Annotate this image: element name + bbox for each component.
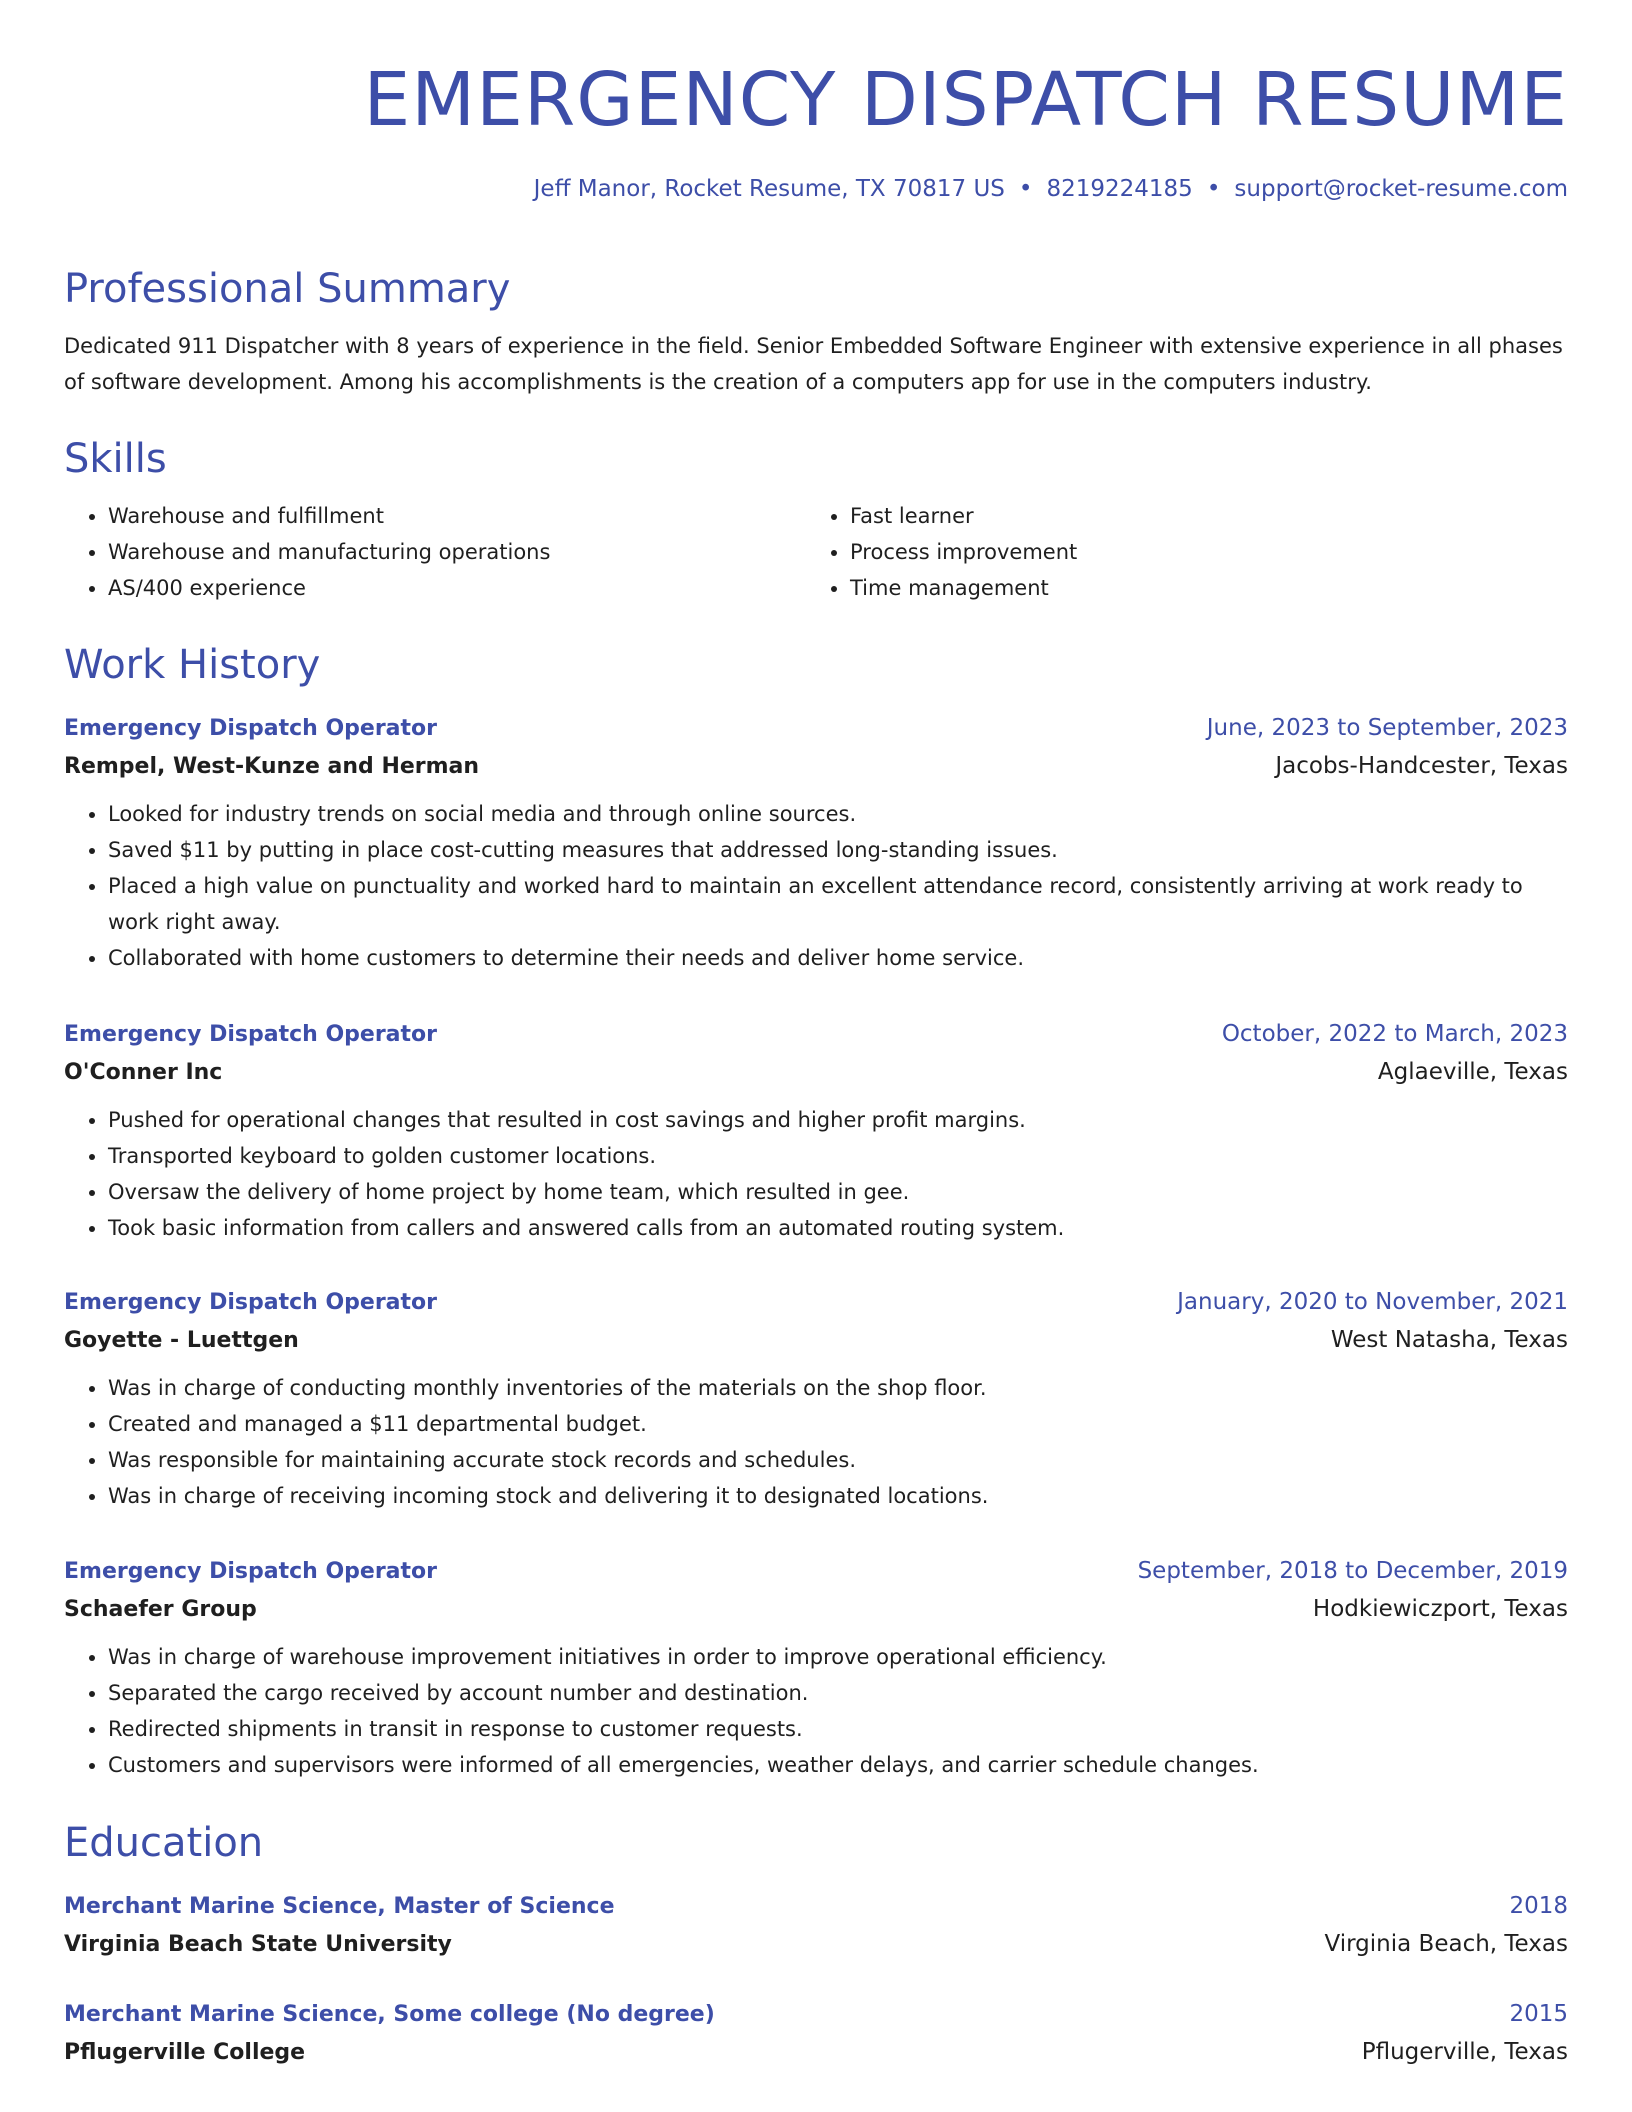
job-location: West Natasha, Texas xyxy=(1330,1327,1568,1353)
job-bullet: • Collaborated with home customers to determine their needs and deliver home service. xyxy=(108,940,1568,976)
job-role: Emergency Dispatch Operator xyxy=(64,716,438,741)
job-bullets xyxy=(64,1370,1568,1514)
education-entry xyxy=(64,1888,1568,1964)
skills-heading: Skills xyxy=(64,436,167,482)
contact-phone: 8219224185 xyxy=(1046,176,1193,202)
job-bullet: • Took basic information from callers and answered calls from an automated routing system. xyxy=(108,1210,1568,1246)
job-dates: October, 2022 to March, 2023 xyxy=(1221,1021,1568,1047)
contact-email: support@rocket-resume.com xyxy=(1234,176,1568,202)
job-bullets xyxy=(64,1639,1568,1783)
education-section xyxy=(64,1818,1568,2065)
education-year: 2018 xyxy=(1509,1893,1568,1919)
job-bullet: • Was in charge of receiving incoming stock and delivering it to designated locations. xyxy=(108,1478,1568,1514)
education-year: 2015 xyxy=(1509,2001,1568,2027)
skill-item: • Warehouse and manufacturing operations xyxy=(108,534,806,570)
job-entry xyxy=(64,710,1568,976)
job-bullet: • Pushed for operational changes that resulted in cost savings and higher profit margins. xyxy=(108,1102,1568,1138)
job-bullet: • Created and managed a $11 departmental budget. xyxy=(108,1406,1568,1442)
job-bullet: • Was responsible for maintaining accurate stock records and schedules. xyxy=(108,1442,1568,1478)
job-dates: January, 2020 to November, 2021 xyxy=(1177,1289,1568,1315)
education-entry xyxy=(64,1996,1568,2072)
job-dates: June, 2023 to September, 2023 xyxy=(1206,715,1568,741)
job-bullet: • Was in charge of warehouse improvement initiatives in order to improve operational efficiency. xyxy=(108,1639,1568,1675)
job-bullet: • Redirected shipments in transit in response to customer requests. xyxy=(108,1711,1568,1747)
skills-column-left xyxy=(64,498,806,606)
job-entry xyxy=(64,1284,1568,1514)
job-bullets xyxy=(64,796,1568,976)
job-location: Jacobs-Handcester, Texas xyxy=(1275,753,1568,779)
job-dates: September, 2018 to December, 2019 xyxy=(1137,1558,1568,1584)
education-degree: Merchant Marine Science, Master of Science xyxy=(64,1894,615,1919)
job-location: Aglaeville, Texas xyxy=(1377,1059,1568,1085)
resume-title: EMERGENCY DISPATCH RESUME xyxy=(363,57,1568,143)
job-bullet: • Looked for industry trends on social media and through online sources. xyxy=(108,796,1568,832)
education-school: Pflugerville College xyxy=(64,2040,306,2065)
job-employer: Rempel, West-Kunze and Herman xyxy=(64,754,480,779)
job-bullet: • Was in charge of conducting monthly inventories of the materials on the shop floor. xyxy=(108,1370,1568,1406)
contact-separator: • xyxy=(1018,176,1033,202)
skill-item: • Process improvement xyxy=(850,534,1548,570)
work-history-heading: Work History xyxy=(64,642,321,688)
skills-section xyxy=(64,434,1568,606)
job-employer: Goyette - Luettgen xyxy=(64,1328,299,1353)
job-bullet: • Separated the cargo received by account number and destination. xyxy=(108,1675,1568,1711)
contact-separator: • xyxy=(1206,176,1221,202)
education-location: Virginia Beach, Texas xyxy=(1324,1931,1568,1957)
skills-column-right xyxy=(806,498,1548,606)
skills-columns xyxy=(64,498,1568,606)
job-bullet: • Customers and supervisors were informed of all emergencies, weather delays, and carrier schedule changes. xyxy=(108,1747,1568,1783)
job-bullets xyxy=(64,1102,1568,1246)
contact-line xyxy=(64,174,1568,204)
job-role: Emergency Dispatch Operator xyxy=(64,1559,438,1584)
skill-item: • Warehouse and fulfillment xyxy=(108,498,806,534)
skill-item: • AS/400 experience xyxy=(108,570,806,606)
job-employer: O'Conner Inc xyxy=(64,1060,223,1085)
summary-heading: Professional Summary xyxy=(64,266,511,312)
job-role: Emergency Dispatch Operator xyxy=(64,1290,438,1315)
job-location: Hodkiewiczport, Texas xyxy=(1312,1596,1568,1622)
job-role: Emergency Dispatch Operator xyxy=(64,1022,438,1047)
skill-item: • Time management xyxy=(850,570,1548,606)
education-heading: Education xyxy=(64,1820,264,1866)
job-entry xyxy=(64,1553,1568,1783)
skill-item: • Fast learner xyxy=(850,498,1548,534)
job-bullet: • Saved $11 by putting in place cost-cutting measures that addressed long-standing issues. xyxy=(108,832,1568,868)
job-entry xyxy=(64,1016,1568,1246)
contact-address: Jeff Manor, Rocket Resume, TX 70817 US xyxy=(533,176,1005,202)
work-history-section xyxy=(64,640,1568,1777)
summary-text: Dedicated 911 Dispatcher with 8 years of experience in the field. Senior Embedded Software Engineer with extensive experience in all phases of software development. Among his accomplishments is the creation of a computers app for use in the computers industry. xyxy=(64,334,1563,394)
job-bullet: • Transported keyboard to golden customer locations. xyxy=(108,1138,1568,1174)
education-degree: Merchant Marine Science, Some college (No degree) xyxy=(64,2002,715,2027)
education-school: Virginia Beach State University xyxy=(64,1932,452,1957)
job-employer: Schaefer Group xyxy=(64,1597,257,1622)
job-bullet: • Placed a high value on punctuality and worked hard to maintain an excellent attendance record, consistently arriving at work ready to work right away. xyxy=(108,868,1568,940)
job-bullet: • Oversaw the delivery of home project by home team, which resulted in gee. xyxy=(108,1174,1568,1210)
summary-section xyxy=(64,264,1568,400)
resume-header xyxy=(64,0,1568,204)
education-location: Pflugerville, Texas xyxy=(1361,2039,1568,2065)
